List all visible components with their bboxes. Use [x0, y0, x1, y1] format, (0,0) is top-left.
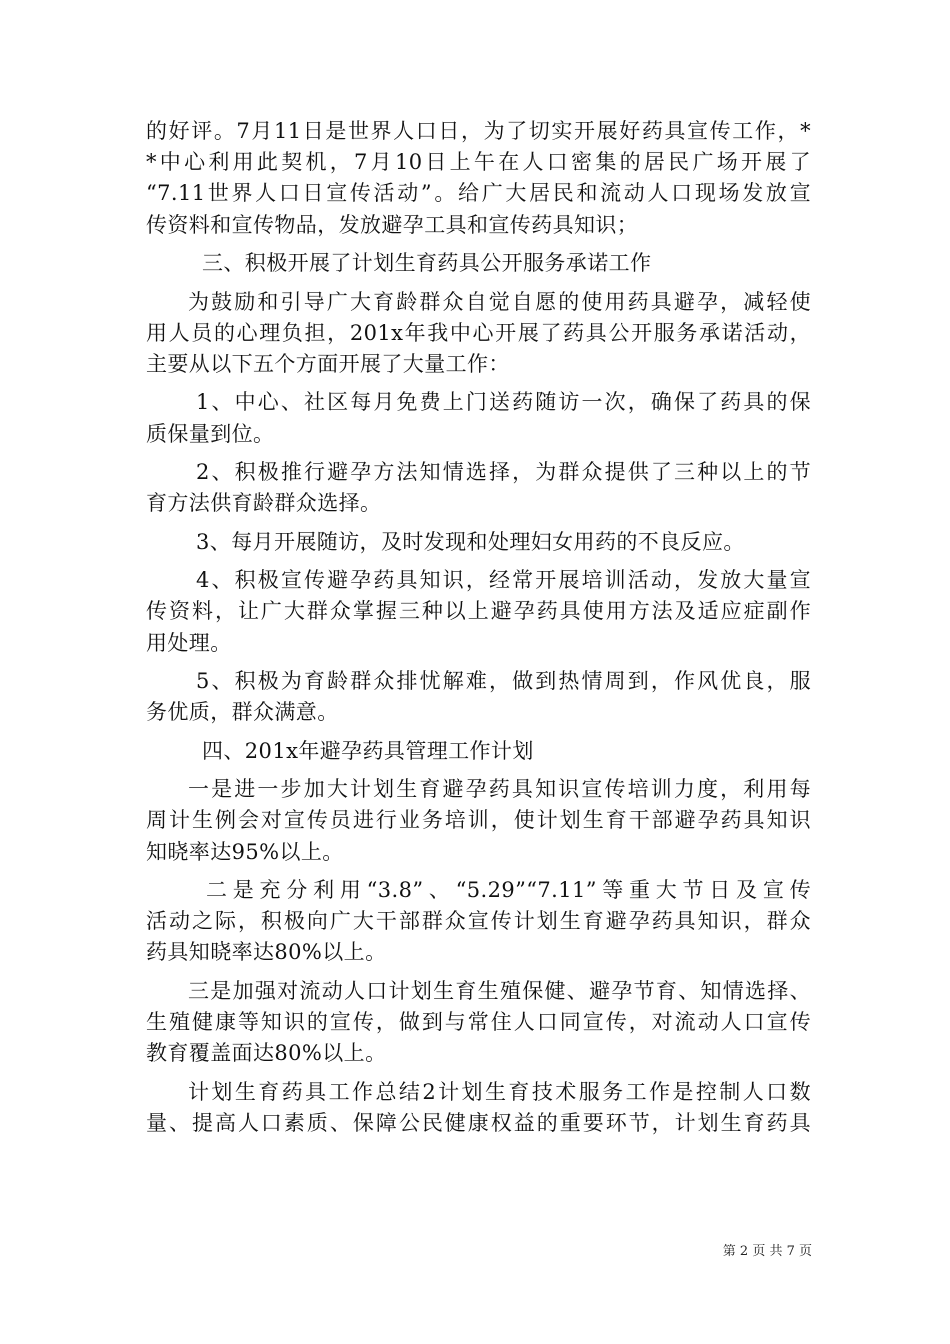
- text-line: 3、每月开展随访，及时发现和处理妇女用药的不良反应。: [196, 529, 745, 554]
- text-line: 为鼓励和引导广大育龄群众自觉自愿的使用药具避孕，减轻使: [188, 289, 811, 314]
- paragraph-gap: [146, 241, 811, 248]
- text-line: 传资料和宣传物品，发放避孕工具和宣传药具知识；: [146, 212, 639, 237]
- paragraph-gap: [146, 519, 811, 526]
- text-line: 用人员的心理负担，201x年我中心开展了药具公开服务承诺活动，: [146, 320, 811, 345]
- text-line: 传资料，让广大群众掌握三种以上避孕药具使用方法及适应症副作: [146, 599, 811, 624]
- text-line: 1、中心、社区每月免费上门送药随访一次，确保了药具的保: [196, 390, 811, 415]
- text-line: 一是进一步加大计划生育避孕药具知识宣传培训力度，利用每: [188, 777, 811, 802]
- text-line: 周计生例会对宣传员进行业务培训，使计划生育干部避孕药具知识: [146, 808, 811, 833]
- text-line: 三、积极开展了计划生育药具公开服务承诺工作: [202, 251, 652, 276]
- paragraph-gap: [146, 1070, 811, 1077]
- paragraph-gap: [146, 728, 811, 735]
- text-line: 用处理。: [146, 630, 232, 655]
- text-line: 生殖健康等知识的宣传，做到与常住人口同宣传，对流动人口宣传: [146, 1010, 811, 1035]
- text-line: 三是加强对流动人口计划生育生殖保健、避孕节育、知情选择、: [188, 978, 811, 1003]
- paragraph-gap: [146, 868, 811, 875]
- text-line: 主要从以下五个方面开展了大量工作：: [146, 351, 510, 376]
- text-line: 育方法供育龄群众选择。: [146, 491, 382, 516]
- paragraph-gap: [146, 969, 811, 976]
- text-line: 二是充分利用“3.8”、“5.29”“7.11”等重大节日及宣传: [206, 878, 811, 903]
- page-number: 第 2 页 共 7 页: [722, 1244, 812, 1259]
- text-line: 量、提高人口素质、保障公民健康权益的重要环节，计划生育药具: [146, 1111, 811, 1135]
- paragraph-gap: [146, 380, 811, 387]
- text-line: 4、积极宣传避孕药具知识，经常开展培训活动，发放大量宣: [196, 568, 811, 593]
- text-line: *中心利用此契机，7月10日上午在人口密集的居民广场开展了: [146, 150, 811, 175]
- paragraph-gap: [146, 767, 811, 774]
- text-line: 四、201x年避孕药具管理工作计划: [202, 738, 534, 763]
- text-line: 5、积极为育龄群众排忧解难，做到热情周到，作风优良，服: [196, 669, 811, 694]
- text-line: 务优质，群众满意。: [146, 700, 339, 725]
- paragraph-gap: [146, 279, 811, 286]
- paragraph-gap: [146, 558, 811, 565]
- text-line: 教育覆盖面达80%以上。: [146, 1041, 387, 1066]
- text-line: 药具知晓率达80%以上。: [146, 940, 387, 965]
- paragraph-gap: [146, 450, 811, 457]
- text-line: 质保量到位。: [146, 421, 275, 446]
- text-line: 知晓率达95%以上。: [146, 839, 344, 864]
- text-line: “7.11世界人口日宣传活动”。给广大居民和流动人口现场发放宣: [146, 181, 811, 206]
- text-line: 计划生育药具工作总结2计划生育技术服务工作是控制人口数: [188, 1079, 811, 1104]
- body-text: [146, 116, 811, 1139]
- paragraph-gap: [146, 659, 811, 666]
- text-line: 的好评。7月11日是世界人口日，为了切实开展好药具宣传工作，*: [146, 119, 811, 143]
- text-line: 活动之际，积极向广大干部群众宣传计划生育避孕药具知识，群众: [146, 909, 811, 934]
- text-line: 2、积极推行避孕方法知情选择，为群众提供了三种以上的节: [196, 460, 811, 485]
